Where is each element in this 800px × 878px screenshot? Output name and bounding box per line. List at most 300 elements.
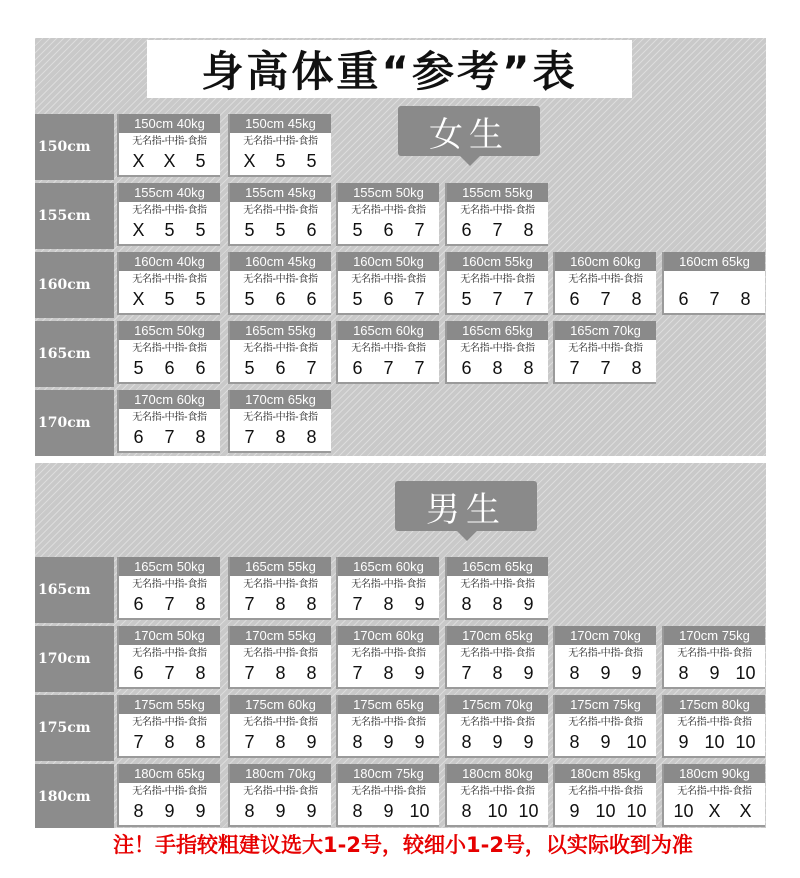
size-card: [117, 183, 220, 246]
ring-size-value: 7: [383, 358, 394, 378]
ring-size-value: 9: [195, 801, 206, 821]
card-title: 180cm 85kg: [555, 764, 656, 783]
ring-size-value: 9: [678, 732, 689, 752]
finger-order: [664, 271, 765, 289]
ring-size-value: 5: [195, 220, 206, 240]
ring-size-value: 8: [275, 663, 286, 683]
ring-size-value: 9: [306, 801, 317, 821]
card-title: 175cm 80kg: [664, 695, 765, 714]
ring-size-value: 7: [164, 594, 175, 614]
ring-size-value: 9: [306, 732, 317, 752]
ring-sizes: [119, 289, 220, 309]
size-card: [228, 695, 331, 758]
ring-size-value: 5: [133, 358, 144, 378]
ring-size-value: 6: [383, 220, 394, 240]
ring-size-value: 7: [709, 289, 720, 309]
size-card: [117, 557, 220, 620]
ring-size-value: 8: [306, 594, 317, 614]
card-title: 175cm 70kg: [447, 695, 548, 714]
size-card: [553, 626, 656, 689]
ring-size-value: 9: [383, 732, 394, 752]
ring-size-value: 8: [631, 289, 642, 309]
finger-order: 无名指-中指-食指: [243, 648, 318, 659]
ring-size-value: 8: [678, 663, 689, 683]
ring-size-value: 8: [195, 594, 206, 614]
ring-size-value: 7: [461, 663, 472, 683]
size-card: [553, 695, 656, 758]
finger-order: 无名指-中指-食指: [351, 579, 426, 590]
ring-sizes: [338, 594, 439, 614]
size-card: [662, 252, 765, 315]
ring-size-value: 5: [195, 151, 206, 171]
ring-size-value: X: [132, 289, 145, 309]
card-title: 175cm 75kg: [555, 695, 656, 714]
ring-size-value: 7: [523, 289, 534, 309]
ring-size-value: 5: [195, 289, 206, 309]
ring-size-value: 10: [735, 663, 756, 683]
ring-size-value: 9: [523, 732, 534, 752]
ring-size-value: 5: [275, 151, 286, 171]
ring-sizes: [447, 594, 548, 614]
finger-order: 无名指-中指-食指: [460, 205, 535, 216]
card-title: 175cm 60kg: [230, 695, 331, 714]
size-card: [336, 183, 439, 246]
ring-size-value: 6: [275, 289, 286, 309]
size-card: [117, 114, 220, 177]
ring-size-value: 8: [492, 663, 503, 683]
card-title: 175cm 55kg: [119, 695, 220, 714]
ring-sizes: [338, 732, 439, 752]
ring-size-value: 6: [678, 289, 689, 309]
ring-size-value: 6: [352, 358, 363, 378]
card-title: 160cm 55kg: [447, 252, 548, 271]
card-title: 170cm 65kg: [447, 626, 548, 645]
ring-size-value: X: [708, 801, 721, 821]
card-title: 160cm 40kg: [119, 252, 220, 271]
card-title: 170cm 55kg: [230, 626, 331, 645]
size-card: [445, 252, 548, 315]
card-title: 165cm 55kg: [230, 321, 331, 340]
finger-order: 无名指-中指-食指: [351, 717, 426, 728]
height-label-male: 175cm: [35, 695, 114, 761]
ring-size-value: 6: [133, 427, 144, 447]
card-title: 170cm 65kg: [230, 390, 331, 409]
size-card: [336, 764, 439, 827]
card-title: 165cm 50kg: [119, 557, 220, 576]
ring-size-value: 9: [709, 663, 720, 683]
ring-sizes: [119, 801, 220, 821]
ring-sizes: [119, 427, 220, 447]
ring-size-value: 8: [352, 732, 363, 752]
finger-order: 无名指-中指-食指: [132, 648, 207, 659]
ring-sizes: [664, 663, 765, 683]
ring-size-value: 7: [244, 663, 255, 683]
size-card: [553, 321, 656, 384]
size-card: [445, 557, 548, 620]
size-card: [228, 626, 331, 689]
ring-size-value: 7: [352, 663, 363, 683]
card-title: 160cm 65kg: [664, 252, 765, 271]
finger-order: 无名指-中指-食指: [132, 412, 207, 423]
ring-sizes: [230, 594, 331, 614]
finger-order: 无名指-中指-食指: [568, 786, 643, 797]
ring-sizes: [555, 663, 656, 683]
ring-size-value: 5: [244, 289, 255, 309]
ring-sizes: [338, 663, 439, 683]
finger-order: 无名指-中指-食指: [351, 205, 426, 216]
ring-size-value: 8: [275, 594, 286, 614]
card-title: 170cm 50kg: [119, 626, 220, 645]
ring-sizes: [338, 358, 439, 378]
ring-size-value: 7: [133, 732, 144, 752]
ring-size-value: 8: [492, 594, 503, 614]
ring-sizes: [230, 801, 331, 821]
ring-size-value: 9: [383, 801, 394, 821]
ring-size-value: 7: [306, 358, 317, 378]
card-title: 180cm 75kg: [338, 764, 439, 783]
ring-size-value: X: [132, 220, 145, 240]
ring-size-value: 9: [414, 732, 425, 752]
finger-order: 无名指-中指-食指: [568, 343, 643, 354]
ring-size-value: 8: [461, 732, 472, 752]
height-label-male: 180cm: [35, 764, 114, 830]
ring-size-value: 9: [600, 732, 611, 752]
size-card: [445, 626, 548, 689]
finger-order: 无名指-中指-食指: [677, 648, 752, 659]
ring-size-value: 6: [133, 594, 144, 614]
ring-sizes: [119, 732, 220, 752]
ring-size-value: 10: [518, 801, 539, 821]
ring-sizes: [230, 732, 331, 752]
finger-order: 无名指-中指-食指: [568, 274, 643, 285]
size-card: [336, 321, 439, 384]
ring-sizes: [447, 732, 548, 752]
ring-size-value: 6: [461, 220, 472, 240]
size-card: [553, 252, 656, 315]
finger-order: 无名指-中指-食指: [351, 786, 426, 797]
ring-size-value: 7: [600, 289, 611, 309]
finger-order: 无名指-中指-食指: [132, 579, 207, 590]
ring-size-value: 7: [414, 289, 425, 309]
card-title: 170cm 60kg: [338, 626, 439, 645]
ring-size-value: 10: [735, 732, 756, 752]
ring-sizes: [119, 220, 220, 240]
sizing-note: 注！手指较粗建议选大1-2号，较细小1-2号，以实际收到为准: [28, 828, 778, 860]
height-label-female: 160cm: [35, 252, 114, 318]
ring-size-value: 9: [523, 594, 534, 614]
card-title: 170cm 60kg: [119, 390, 220, 409]
ring-sizes: [555, 732, 656, 752]
female-label: 女生: [398, 106, 540, 156]
size-card: [662, 626, 765, 689]
ring-size-value: 8: [461, 594, 472, 614]
ring-sizes: [555, 801, 656, 821]
ring-sizes: [447, 358, 548, 378]
ring-size-value: 5: [352, 220, 363, 240]
finger-order: 无名指-中指-食指: [568, 648, 643, 659]
ring-size-value: 10: [704, 732, 725, 752]
height-label-female: 165cm: [35, 321, 114, 387]
ring-sizes: [664, 801, 765, 821]
ring-size-value: 6: [383, 289, 394, 309]
ring-size-value: 8: [164, 732, 175, 752]
finger-order: 无名指-中指-食指: [132, 205, 207, 216]
ring-size-value: 9: [275, 801, 286, 821]
page-title: 身高体重“参考”表: [147, 40, 632, 98]
card-title: 160cm 50kg: [338, 252, 439, 271]
card-title: 155cm 55kg: [447, 183, 548, 202]
card-title: 150cm 45kg: [230, 114, 331, 133]
finger-order: 无名指-中指-食指: [243, 274, 318, 285]
card-title: 180cm 65kg: [119, 764, 220, 783]
ring-sizes: [230, 358, 331, 378]
finger-order: 无名指-中指-食指: [243, 786, 318, 797]
size-card: [117, 321, 220, 384]
card-title: 170cm 75kg: [664, 626, 765, 645]
ring-size-value: 5: [164, 289, 175, 309]
ring-size-value: 7: [414, 220, 425, 240]
male-label: 男生: [395, 481, 537, 531]
ring-size-value: 9: [600, 663, 611, 683]
ring-sizes: [447, 220, 548, 240]
height-label-female: 170cm: [35, 390, 114, 456]
ring-size-value: 6: [306, 220, 317, 240]
height-label-female: 155cm: [35, 183, 114, 249]
size-card: [117, 764, 220, 827]
size-card: [228, 183, 331, 246]
ring-sizes: [338, 220, 439, 240]
size-card: [228, 764, 331, 827]
ring-size-value: 9: [164, 801, 175, 821]
card-title: 165cm 55kg: [230, 557, 331, 576]
finger-order: 无名指-中指-食指: [351, 274, 426, 285]
ring-size-value: 8: [133, 801, 144, 821]
ring-size-value: 10: [487, 801, 508, 821]
finger-order: 无名指-中指-食指: [677, 717, 752, 728]
ring-size-value: 8: [275, 427, 286, 447]
card-title: 150cm 40kg: [119, 114, 220, 133]
finger-order: 无名指-中指-食指: [132, 343, 207, 354]
ring-size-value: 8: [461, 801, 472, 821]
ring-size-value: 9: [523, 663, 534, 683]
ring-size-value: 8: [383, 663, 394, 683]
ring-size-value: 8: [352, 801, 363, 821]
finger-order: 无名指-中指-食指: [568, 717, 643, 728]
ring-size-value: 10: [626, 801, 647, 821]
ring-size-value: 9: [569, 801, 580, 821]
size-card: [117, 695, 220, 758]
size-card: [228, 557, 331, 620]
ring-sizes: [230, 151, 331, 171]
card-title: 165cm 65kg: [447, 557, 548, 576]
size-card: [336, 626, 439, 689]
card-title: 160cm 45kg: [230, 252, 331, 271]
ring-size-value: 8: [275, 732, 286, 752]
finger-order: 无名指-中指-食指: [351, 648, 426, 659]
finger-order: 无名指-中指-食指: [351, 343, 426, 354]
size-card: [228, 252, 331, 315]
ring-size-value: X: [132, 151, 145, 171]
size-card: [117, 626, 220, 689]
ring-sizes: [338, 289, 439, 309]
ring-size-value: 5: [244, 358, 255, 378]
card-title: 165cm 70kg: [555, 321, 656, 340]
height-label-female: 150cm: [35, 114, 114, 180]
size-card: [662, 695, 765, 758]
ring-sizes: [230, 663, 331, 683]
ring-size-value: 7: [414, 358, 425, 378]
ring-size-value: 10: [673, 801, 694, 821]
ring-size-value: 8: [306, 427, 317, 447]
ring-sizes: [230, 289, 331, 309]
ring-sizes: [338, 801, 439, 821]
ring-size-value: 9: [631, 663, 642, 683]
ring-size-value: 7: [569, 358, 580, 378]
ring-size-value: 7: [164, 663, 175, 683]
card-title: 165cm 50kg: [119, 321, 220, 340]
ring-sizes: [119, 663, 220, 683]
size-card: [445, 695, 548, 758]
finger-order: 无名指-中指-食指: [243, 412, 318, 423]
ring-sizes: [447, 663, 548, 683]
height-label-male: 170cm: [35, 626, 114, 692]
ring-sizes: [664, 289, 765, 309]
ring-size-value: 8: [569, 732, 580, 752]
finger-order: 无名指-中指-食指: [243, 579, 318, 590]
ring-size-value: 6: [275, 358, 286, 378]
finger-order: 无名指-中指-食指: [460, 579, 535, 590]
height-label-male: 165cm: [35, 557, 114, 623]
ring-size-value: 9: [414, 594, 425, 614]
size-card: [445, 183, 548, 246]
finger-order: 无名指-中指-食指: [132, 274, 207, 285]
ring-sizes: [664, 732, 765, 752]
card-title: 180cm 90kg: [664, 764, 765, 783]
finger-order: 无名指-中指-食指: [460, 717, 535, 728]
ring-size-value: 7: [164, 427, 175, 447]
finger-order: 无名指-中指-食指: [460, 274, 535, 285]
ring-size-value: 10: [595, 801, 616, 821]
finger-order: 无名指-中指-食指: [132, 786, 207, 797]
ring-size-value: 6: [569, 289, 580, 309]
card-title: 180cm 80kg: [447, 764, 548, 783]
ring-size-value: 6: [164, 358, 175, 378]
card-title: 155cm 45kg: [230, 183, 331, 202]
ring-sizes: [119, 358, 220, 378]
card-title: 170cm 70kg: [555, 626, 656, 645]
finger-order: 无名指-中指-食指: [460, 343, 535, 354]
size-card: [445, 764, 548, 827]
ring-size-value: 7: [244, 427, 255, 447]
ring-size-value: 6: [195, 358, 206, 378]
size-card: [445, 321, 548, 384]
ring-size-value: 5: [164, 220, 175, 240]
finger-order: 无名指-中指-食指: [243, 343, 318, 354]
card-title: 180cm 70kg: [230, 764, 331, 783]
ring-size-value: 8: [569, 663, 580, 683]
size-card: [228, 321, 331, 384]
finger-order: 无名指-中指-食指: [132, 717, 207, 728]
ring-size-value: 7: [244, 594, 255, 614]
ring-size-value: 7: [600, 358, 611, 378]
card-title: 165cm 60kg: [338, 321, 439, 340]
card-title: 165cm 60kg: [338, 557, 439, 576]
size-card: [553, 764, 656, 827]
ring-size-value: 5: [306, 151, 317, 171]
ring-sizes: [119, 151, 220, 171]
finger-order: 无名指-中指-食指: [460, 648, 535, 659]
ring-size-value: 8: [631, 358, 642, 378]
size-card: [117, 390, 220, 453]
finger-order: 无名指-中指-食指: [132, 136, 207, 147]
finger-order: 无名指-中指-食指: [243, 205, 318, 216]
ring-sizes: [555, 358, 656, 378]
ring-sizes: [119, 594, 220, 614]
card-title: 175cm 65kg: [338, 695, 439, 714]
ring-sizes: [447, 289, 548, 309]
ring-size-value: 5: [244, 220, 255, 240]
ring-sizes: [447, 801, 548, 821]
size-card: [336, 557, 439, 620]
size-card: [228, 114, 331, 177]
size-card: [336, 695, 439, 758]
ring-size-value: 6: [133, 663, 144, 683]
ring-size-value: 8: [306, 663, 317, 683]
ring-size-value: X: [163, 151, 176, 171]
card-title: 155cm 40kg: [119, 183, 220, 202]
ring-size-value: 8: [740, 289, 751, 309]
ring-size-value: 8: [195, 732, 206, 752]
finger-order: 无名指-中指-食指: [243, 136, 318, 147]
card-title: 160cm 60kg: [555, 252, 656, 271]
ring-size-value: 10: [409, 801, 430, 821]
ring-size-value: 6: [306, 289, 317, 309]
finger-order: 无名指-中指-食指: [460, 786, 535, 797]
size-card: [117, 252, 220, 315]
ring-size-value: 8: [523, 358, 534, 378]
ring-size-value: 8: [195, 663, 206, 683]
ring-size-value: 9: [492, 732, 503, 752]
size-card: [336, 252, 439, 315]
ring-size-value: 5: [352, 289, 363, 309]
ring-size-value: X: [739, 801, 752, 821]
ring-size-value: 7: [244, 732, 255, 752]
card-title: 165cm 65kg: [447, 321, 548, 340]
ring-size-value: 5: [275, 220, 286, 240]
ring-sizes: [230, 427, 331, 447]
ring-size-value: 7: [492, 289, 503, 309]
ring-size-value: 6: [461, 358, 472, 378]
ring-size-value: 8: [523, 220, 534, 240]
ring-size-value: 5: [461, 289, 472, 309]
ring-sizes: [555, 289, 656, 309]
ring-size-value: 10: [626, 732, 647, 752]
ring-size-value: X: [243, 151, 256, 171]
ring-size-value: 7: [352, 594, 363, 614]
ring-sizes: [230, 220, 331, 240]
ring-size-value: 9: [414, 663, 425, 683]
ring-size-value: 7: [492, 220, 503, 240]
ring-size-value: 8: [492, 358, 503, 378]
finger-order: 无名指-中指-食指: [677, 786, 752, 797]
ring-size-value: 8: [195, 427, 206, 447]
card-title: 155cm 50kg: [338, 183, 439, 202]
ring-size-value: 8: [244, 801, 255, 821]
size-card: [662, 764, 765, 827]
finger-order: 无名指-中指-食指: [243, 717, 318, 728]
ring-size-value: 8: [383, 594, 394, 614]
size-card: [228, 390, 331, 453]
